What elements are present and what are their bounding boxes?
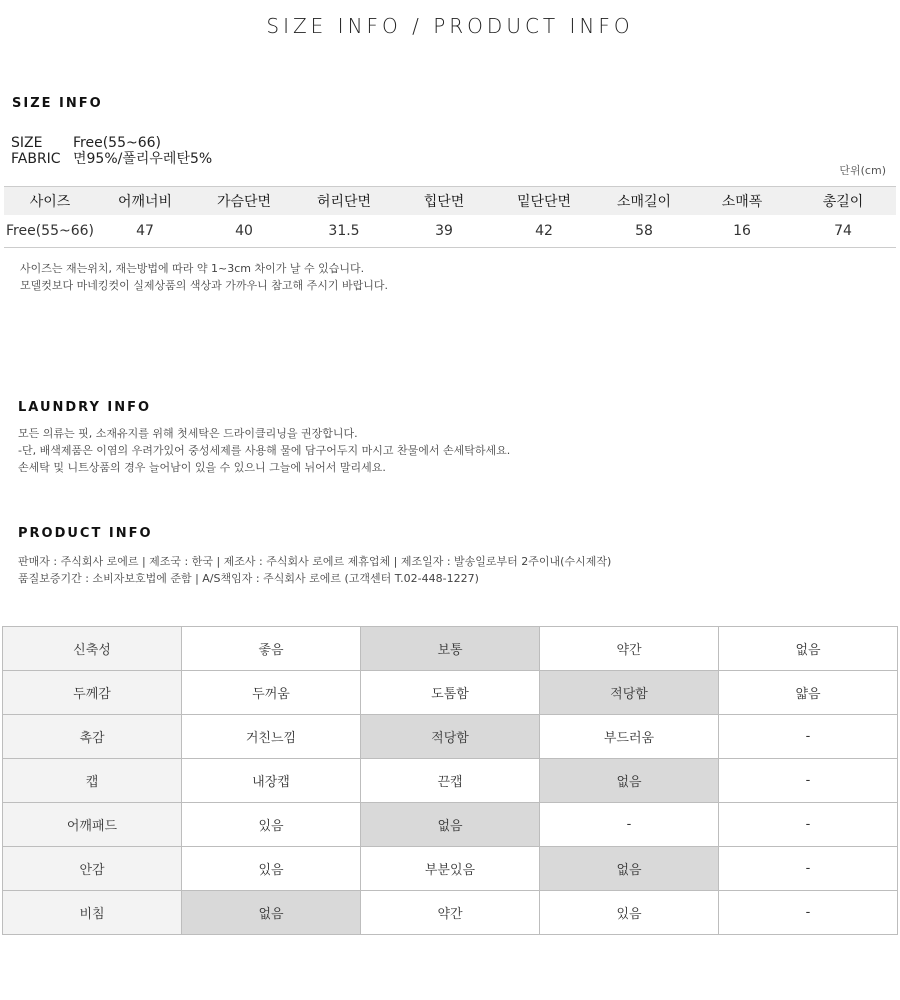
size-header-cell: 밑단단면: [494, 187, 594, 216]
size-cell: 47: [96, 215, 194, 248]
laundry-info-heading: LAUNDRY INFO: [18, 400, 152, 415]
property-option: 끈캡: [361, 759, 540, 803]
property-option-selected: 없음: [361, 803, 540, 847]
property-option: -: [719, 715, 898, 759]
property-option: 약간: [540, 627, 719, 671]
property-option-selected: 없음: [540, 759, 719, 803]
property-option: 없음: [719, 627, 898, 671]
fabric-label: FABRIC: [11, 151, 61, 167]
size-header-cell: 총길이: [790, 187, 896, 216]
table-row: [4, 215, 896, 248]
laundry-line: -단, 배색제품은 이염의 우려가있어 중성세제를 사용해 물에 담구어두지 마시고 찬물에서 손세탁하세요.: [18, 444, 511, 457]
size-cell: Free(55~66): [4, 215, 96, 248]
size-header-cell: 가슴단면: [194, 187, 294, 216]
property-option: 거친느낌: [182, 715, 361, 759]
page-title: SIZE INFO / PRODUCT INFO: [266, 14, 634, 38]
property-option-selected: 적당함: [540, 671, 719, 715]
property-label: 촉감: [3, 715, 182, 759]
property-label: 안감: [3, 847, 182, 891]
property-option: 내장캡: [182, 759, 361, 803]
property-label: 신축성: [3, 627, 182, 671]
property-option-selected: 보통: [361, 627, 540, 671]
property-label: 비침: [3, 891, 182, 935]
size-header-cell: 사이즈: [4, 187, 96, 216]
size-spec: [11, 135, 161, 151]
size-cell: 42: [494, 215, 594, 248]
property-row: [3, 715, 898, 759]
size-table-header: [4, 187, 896, 216]
size-header-cell: 힙단면: [394, 187, 494, 216]
property-row: [3, 847, 898, 891]
fabric-spec: [11, 151, 212, 167]
size-cell: 58: [594, 215, 694, 248]
size-cell: 31.5: [294, 215, 394, 248]
size-cell: 40: [194, 215, 294, 248]
size-header-cell: 소매폭: [694, 187, 790, 216]
fabric-properties-table: [2, 626, 898, 935]
size-header-cell: 어깨너비: [96, 187, 194, 216]
fabric-value: 면95%/폴리우레탄5%: [73, 151, 213, 167]
unit-label: 단위(cm): [839, 164, 886, 177]
size-info-heading: SIZE INFO: [12, 96, 103, 111]
property-option: 있음: [182, 847, 361, 891]
size-cell: 39: [394, 215, 494, 248]
size-notes: [20, 260, 388, 294]
property-row: [3, 627, 898, 671]
property-option: 얇음: [719, 671, 898, 715]
laundry-line: 모든 의류는 핏, 소재유지를 위해 첫세탁은 드라이클리닝을 권장합니다.: [18, 427, 358, 440]
property-label: 캡: [3, 759, 182, 803]
property-option: 있음: [182, 803, 361, 847]
product-info-heading: PRODUCT INFO: [18, 526, 153, 541]
property-option: -: [719, 847, 898, 891]
laundry-line: 손세탁 및 니트상품의 경우 늘어남이 있을 수 있으니 그늘에 뉘어서 말리세요.: [18, 461, 386, 474]
size-table: [4, 186, 896, 248]
property-label: 두께감: [3, 671, 182, 715]
property-row: [3, 891, 898, 935]
property-option: 있음: [540, 891, 719, 935]
size-label: SIZE: [11, 135, 43, 151]
size-value: Free(55~66): [73, 135, 161, 151]
product-line: 판매자 : 주식회사 로에르 | 제조국 : 한국 | 제조사 : 주식회사 로에르 제휴업체 | 제조일자 : 발송일로부터 2주이내(수시제작): [18, 555, 612, 568]
size-cell: 16: [694, 215, 790, 248]
property-option: 도톰함: [361, 671, 540, 715]
size-header-cell: 허리단면: [294, 187, 394, 216]
property-option-selected: 없음: [540, 847, 719, 891]
property-option: 부드러움: [540, 715, 719, 759]
size-header-cell: 소매길이: [594, 187, 694, 216]
property-option: -: [719, 759, 898, 803]
property-option-selected: 적당함: [361, 715, 540, 759]
property-option: -: [719, 891, 898, 935]
property-row: [3, 803, 898, 847]
laundry-notes: [18, 425, 510, 476]
product-notes: [18, 553, 611, 587]
product-line: 품질보증기간 : 소비자보호법에 준함 | A/S책임자 : 주식회사 로에르 (고객센터 T.02-448-1227): [18, 572, 479, 585]
size-cell: 74: [790, 215, 896, 248]
property-label: 어깨패드: [3, 803, 182, 847]
property-row: [3, 759, 898, 803]
property-row: [3, 671, 898, 715]
property-option-selected: 없음: [182, 891, 361, 935]
size-note: 모델컷보다 마네킹컷이 실제상품의 색상과 가까우니 참고해 주시기 바랍니다.: [20, 279, 389, 292]
property-option: 두꺼움: [182, 671, 361, 715]
property-option: -: [719, 803, 898, 847]
property-option: 부분있음: [361, 847, 540, 891]
property-option: -: [540, 803, 719, 847]
size-note: 사이즈는 재는위치, 재는방법에 따라 약 1~3cm 차이가 날 수 있습니다.: [20, 262, 365, 275]
property-option: 약간: [361, 891, 540, 935]
property-option: 좋음: [182, 627, 361, 671]
